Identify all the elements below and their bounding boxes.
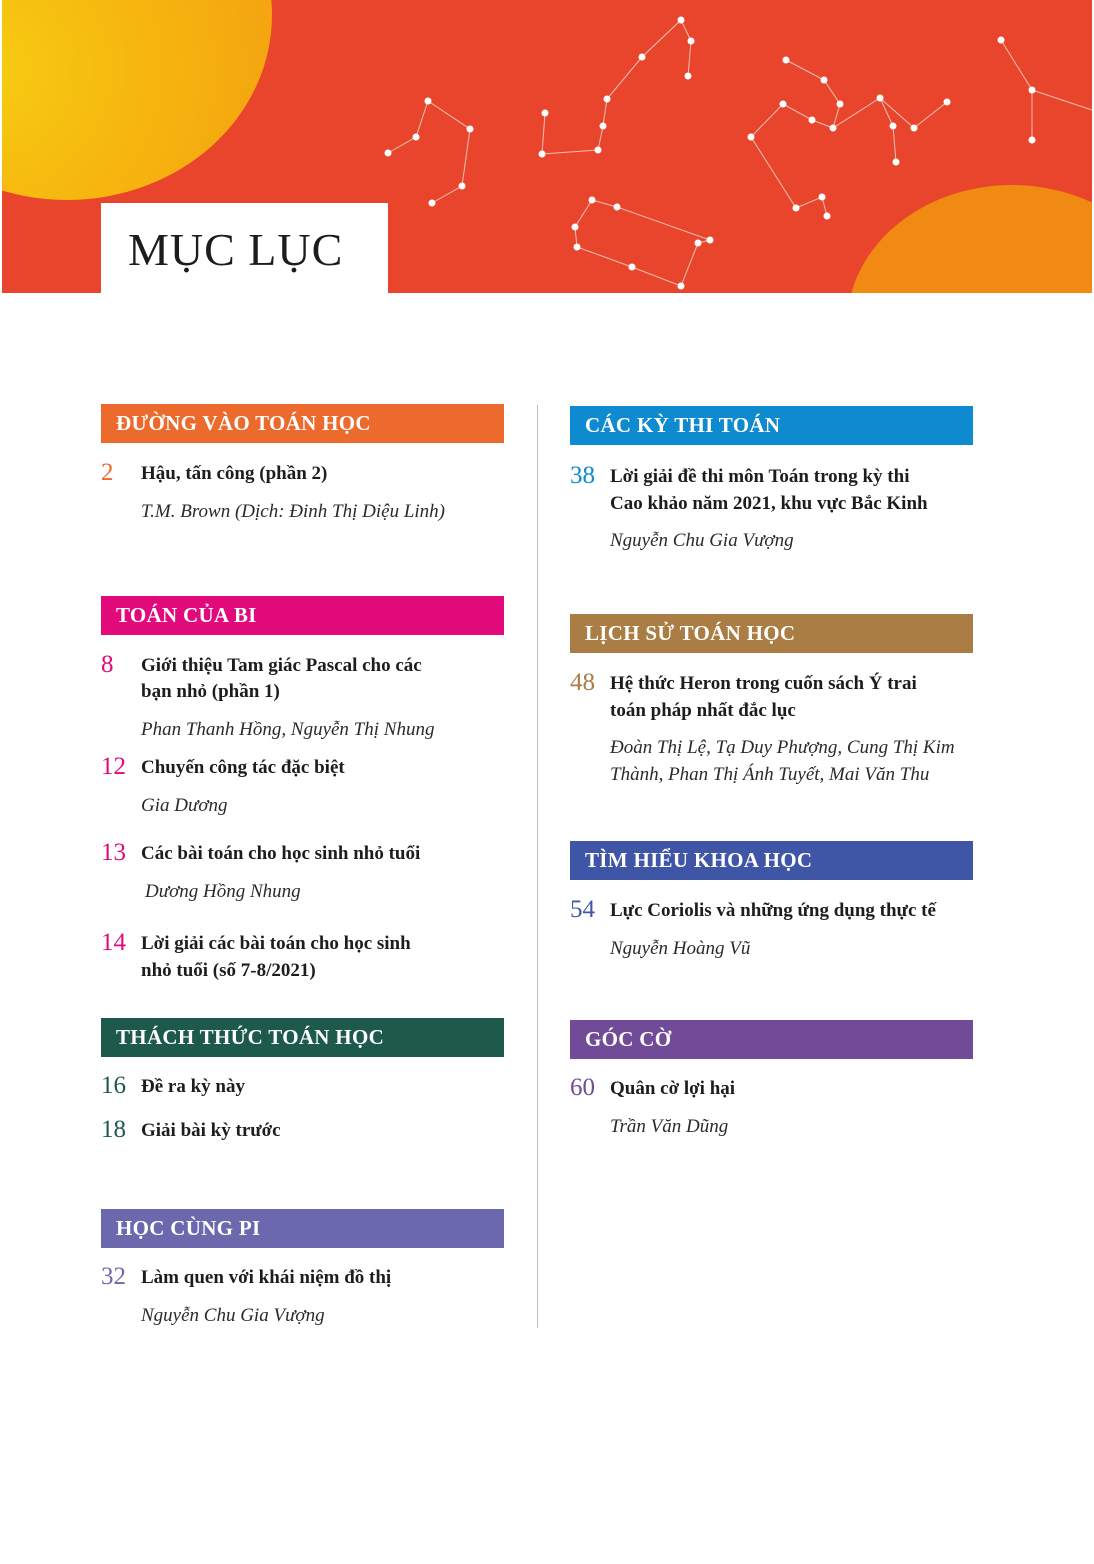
page-number: 16 [101, 1072, 126, 1099]
page-number: 32 [101, 1263, 126, 1290]
article-author: Nguyễn Chu Gia Vượng [141, 1305, 325, 1326]
article-author-line: Thành, Phan Thị Ánh Tuyết, Mai Văn Thu [610, 764, 930, 785]
article-title: Quân cờ lợi hại [610, 1078, 736, 1099]
article-title-line: Giới thiệu Tam giác Pascal cho các [141, 655, 422, 676]
article-author: Phan Thanh Hồng, Nguyễn Thị Nhung [141, 719, 435, 740]
section-header: ĐƯỜNG VÀO TOÁN HỌC [101, 404, 504, 443]
section-header: HỌC CÙNG PI [101, 1209, 504, 1248]
toc-entry[interactable] [101, 650, 521, 745]
toc-entry[interactable] [570, 461, 990, 556]
section-thach-thuc-toan-hoc [101, 1018, 504, 1057]
toc-entry[interactable] [570, 895, 990, 965]
section-toan-cua-bi [101, 596, 504, 635]
page-number: 38 [570, 462, 595, 489]
toc-entry[interactable] [101, 1262, 521, 1332]
article-title-line: nhỏ tuổi (số 7-8/2021) [141, 960, 316, 981]
toc-entry[interactable] [101, 838, 521, 908]
section-hoc-cung-pi [101, 1209, 504, 1248]
page-number: 8 [101, 651, 114, 678]
article-author: T.M. Brown (Dịch: Đinh Thị Diệu Linh) [141, 501, 445, 522]
article-author: Gia Dương [141, 795, 228, 816]
section-header: CÁC KỲ THI TOÁN [570, 406, 973, 445]
toc-entry[interactable] [101, 458, 521, 528]
page-number: 54 [570, 896, 595, 923]
section-duong-vao-toan-hoc [101, 404, 504, 443]
article-title-line: Cao khảo năm 2021, khu vực Bắc Kinh [610, 493, 928, 514]
section-header: TÌM HIỂU KHOA HỌC [570, 841, 973, 880]
article-author: Nguyễn Chu Gia Vượng [610, 530, 794, 551]
page-number: 14 [101, 929, 126, 956]
page-number: 18 [101, 1116, 126, 1143]
section-lich-su-toan-hoc [570, 614, 973, 653]
article-title-line: Lời giải đề thi môn Toán trong kỳ thi [610, 466, 910, 487]
article-author: Dương Hồng Nhung [145, 881, 301, 902]
toc-entry[interactable] [101, 928, 521, 988]
page-number: 60 [570, 1074, 595, 1101]
page-number: 48 [570, 669, 595, 696]
section-header: LỊCH SỬ TOÁN HỌC [570, 614, 973, 653]
section-header: TOÁN CỦA BI [101, 596, 504, 635]
article-title-line: bạn nhỏ (phần 1) [141, 681, 280, 702]
article-title: Hậu, tấn công (phần 2) [141, 463, 328, 484]
toc-entry[interactable] [101, 1115, 521, 1147]
toc-entry[interactable] [101, 752, 521, 822]
article-title-line: Hệ thức Heron trong cuốn sách Ý trai [610, 673, 917, 694]
article-title: Chuyến công tác đặc biệt [141, 757, 345, 778]
section-cac-ky-thi-toan [570, 406, 973, 445]
toc-entry[interactable] [101, 1071, 521, 1103]
page-number: 2 [101, 459, 114, 486]
article-title-line: Lời giải các bài toán cho học sinh [141, 933, 411, 954]
article-title: Lực Coriolis và những ứng dụng thực tế [610, 900, 936, 921]
article-title: Đề ra kỳ này [141, 1076, 245, 1097]
page-title: MỤC LỤC [128, 224, 344, 275]
section-tim-hieu-khoa-hoc [570, 841, 973, 880]
article-title: Giải bài kỳ trước [141, 1120, 281, 1141]
article-author: Trần Văn Dũng [610, 1116, 729, 1137]
section-header: GÓC CỜ [570, 1020, 973, 1059]
article-title: Các bài toán cho học sinh nhỏ tuổi [141, 843, 421, 864]
section-goc-co [570, 1020, 973, 1059]
page-number: 13 [101, 839, 126, 866]
article-title-line: toán pháp nhất đắc lục [610, 700, 796, 721]
section-header: THÁCH THỨC TOÁN HỌC [101, 1018, 504, 1057]
article-author-line: Đoàn Thị Lệ, Tạ Duy Phượng, Cung Thị Kim [610, 737, 955, 758]
toc-entry[interactable] [570, 668, 990, 788]
article-title: Làm quen với khái niệm đồ thị [141, 1267, 392, 1288]
article-author: Nguyễn Hoàng Vũ [610, 938, 751, 959]
column-divider [537, 405, 538, 1328]
page-number: 12 [101, 753, 126, 780]
toc-entry[interactable] [570, 1073, 990, 1143]
